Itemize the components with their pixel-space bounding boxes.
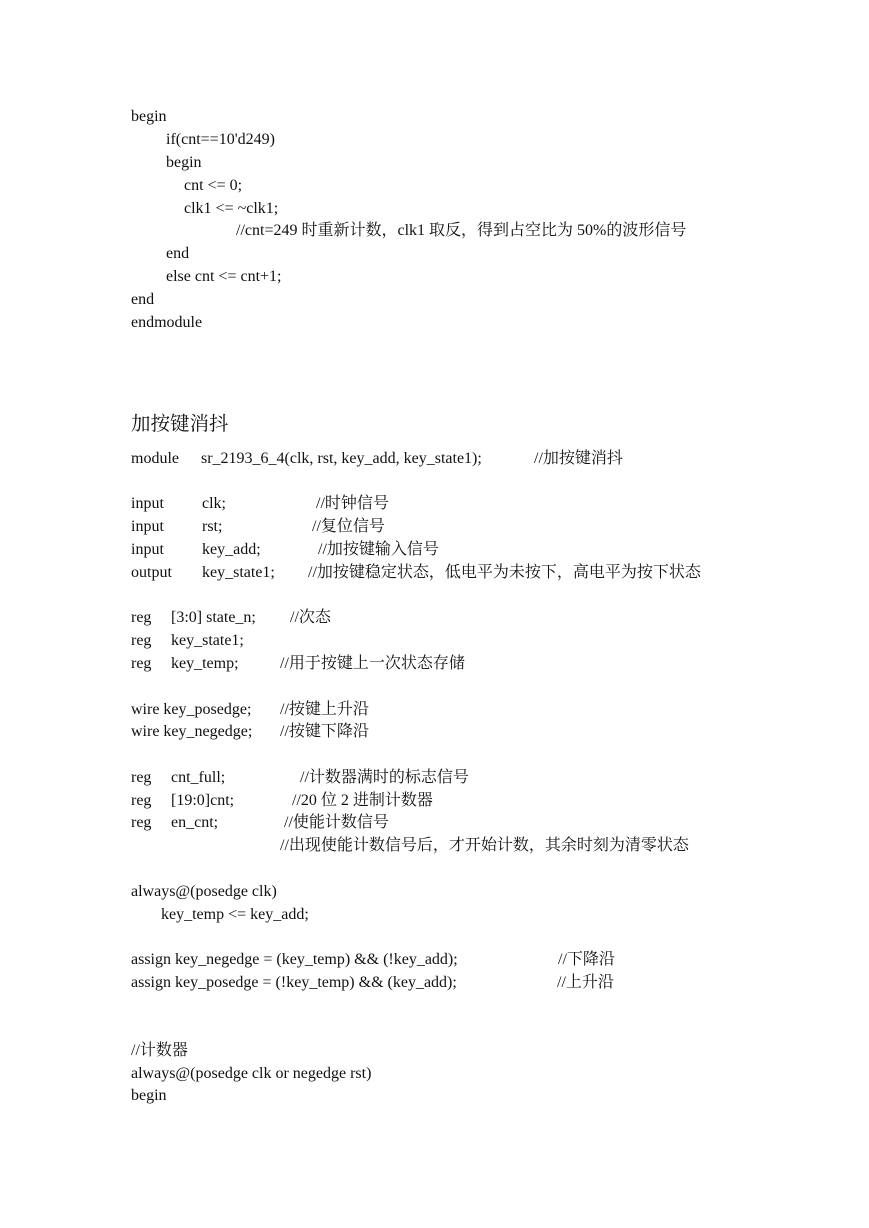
code-line: always@(posedge clk) xyxy=(131,883,277,900)
code-comment: //出现使能计数信号后，才开始计数，其余时刻为清零状态 xyxy=(280,837,689,854)
code-comment: //上升沿 xyxy=(557,974,614,991)
code-comment: //时钟信号 xyxy=(316,495,389,512)
code-line: assign key_posedge = (!key_temp) && (key_add); xyxy=(131,974,457,991)
code-line: wire key_negedge; xyxy=(131,723,253,740)
code-comment: //按键下降沿 xyxy=(280,723,369,740)
code-keyword: input xyxy=(131,541,164,558)
code-line: rst; xyxy=(202,518,223,535)
code-keyword: reg xyxy=(131,655,152,672)
code-line: key_temp <= key_add; xyxy=(161,906,309,923)
code-line: key_state1; xyxy=(202,564,275,581)
code-keyword: reg xyxy=(131,609,152,626)
code-comment: //复位信号 xyxy=(312,518,385,535)
code-comment: //按键上升沿 xyxy=(280,701,369,718)
code-keyword: output xyxy=(131,564,172,581)
code-line: end xyxy=(166,245,190,262)
code-comment: //cnt=249 时重新计数，clk1 取反，得到占空比为 50%的波形信号 xyxy=(236,222,687,239)
code-comment: //加按键稳定状态，低电平为未按下，高电平为按下状态 xyxy=(308,564,701,581)
code-keyword: reg xyxy=(131,814,152,831)
code-line: else cnt <= cnt+1; xyxy=(166,268,282,285)
code-line: key_add; xyxy=(202,541,261,558)
code-line: always@(posedge clk or negedge rst) xyxy=(131,1065,372,1082)
code-comment: //加按键消抖 xyxy=(534,450,623,467)
code-comment: //下降沿 xyxy=(558,951,615,968)
code-line: clk; xyxy=(202,495,226,512)
code-keyword: reg xyxy=(131,792,152,809)
code-line: end xyxy=(131,291,155,308)
code-keyword: reg xyxy=(131,769,152,786)
code-comment: //次态 xyxy=(290,609,331,626)
code-line: clk1 <= ~clk1; xyxy=(184,200,279,217)
code-keyword: reg xyxy=(131,632,152,649)
code-line: assign key_negedge = (key_temp) && (!key_add); xyxy=(131,951,458,968)
code-line: cnt <= 0; xyxy=(184,177,243,194)
code-keyword: input xyxy=(131,518,164,535)
code-comment: //计数器 xyxy=(131,1042,188,1059)
code-line: key_temp; xyxy=(171,655,239,672)
code-line: [19:0]cnt; xyxy=(171,792,235,809)
code-line: en_cnt; xyxy=(171,814,219,831)
code-comment: //加按键输入信号 xyxy=(318,541,439,558)
code-line: wire key_posedge; xyxy=(131,701,252,718)
code-line: endmodule xyxy=(131,314,203,331)
code-keyword: input xyxy=(131,495,164,512)
code-comment: //20 位 2 进制计数器 xyxy=(292,792,433,809)
section-heading: 加按键消抖 xyxy=(131,414,229,435)
code-keyword: module xyxy=(131,450,179,467)
code-line: cnt_full; xyxy=(171,769,226,786)
code-line: begin xyxy=(166,154,202,171)
code-line: begin xyxy=(131,108,167,125)
code-line: sr_2193_6_4(clk, rst, key_add, key_state1); xyxy=(201,450,482,467)
code-line: if(cnt==10'd249) xyxy=(166,131,275,148)
code-line: key_state1; xyxy=(171,632,244,649)
code-line: [3:0] state_n; xyxy=(171,609,256,626)
code-line: begin xyxy=(131,1087,167,1104)
code-comment: //使能计数信号 xyxy=(284,814,389,831)
code-comment: //用于按键上一次状态存储 xyxy=(280,655,465,672)
code-comment: //计数器满时的标志信号 xyxy=(300,769,469,786)
